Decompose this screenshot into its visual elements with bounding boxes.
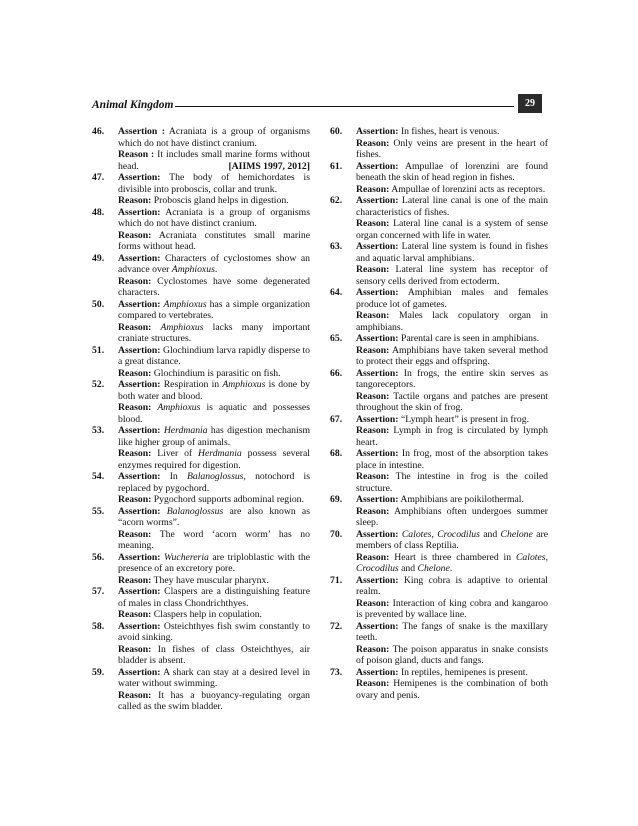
assertion-label: Assertion: (118, 620, 161, 632)
chapter-title: Animal Kingdom (92, 99, 174, 111)
statement-text: are also known as “acorn worms”. (118, 505, 310, 528)
reason-label: Reason: (356, 471, 390, 482)
reason-line (356, 598, 548, 621)
reason-label: Reason: (118, 321, 152, 333)
assertion-label: Assertion: (118, 206, 161, 218)
question-number: 62. (330, 195, 343, 206)
reason-line (356, 552, 548, 575)
question-item (330, 161, 548, 196)
assertion-line (356, 414, 548, 426)
question-number: 67. (330, 413, 343, 425)
assertion-line (118, 506, 310, 529)
reason-label: Reason: (356, 505, 390, 517)
reason-label: Reason: (356, 344, 390, 356)
question-item (330, 287, 548, 333)
statement-text: In frogs, the entire skin serves as tangoreceptors. (356, 367, 548, 390)
statement-text: notochord is replaced by pygochord. (118, 471, 310, 494)
reason-line (118, 322, 310, 345)
question-item (92, 253, 310, 299)
statement-text: possess several enzymes required for digestion. (118, 448, 310, 471)
reason-label: Reason: (356, 183, 390, 195)
reason-line (356, 391, 548, 414)
statement-text: Acraniata constitutes small marine forms without head. (118, 229, 310, 252)
question-item (92, 621, 310, 667)
assertion-label: Assertion: (118, 586, 161, 597)
statement-text: Lateral line canal is a system of sense organ concerned with life in water. (356, 218, 548, 241)
statement-text: Acraniata is a group of organisms which do not have distinct cranium. (118, 126, 310, 149)
statement-text: Amphibians often undergoes summer sleep. (356, 505, 548, 528)
question-number: 55. (92, 505, 105, 517)
reason-label: Reason : (118, 149, 155, 160)
statement-text: In fishes of class Osteichthyes, air bladder is absent. (118, 643, 310, 666)
reason-line (356, 506, 548, 529)
statement-text: , (545, 551, 548, 563)
statement-text: Amphibians are poikilothermal. (398, 494, 524, 505)
page-number: 29 (518, 94, 542, 113)
assertion-label: Assertion: (356, 528, 399, 540)
assertion-label: Assertion: (356, 494, 399, 505)
statement-text: Lateral line system has receptor of sensory cells derived from ectoderm. (356, 264, 548, 287)
species-name: Calotes (401, 528, 432, 540)
statement-text: . (449, 563, 453, 574)
reason-line (356, 425, 548, 448)
statement-text: Parental care is seen in amphibians. (398, 333, 540, 344)
statement-text: Only veins are present in the heart of fishes. (356, 137, 548, 160)
statement-text: Lateral line system is found in fishes and aquatic larval amphibians. (356, 241, 548, 264)
question-number: 63. (330, 241, 343, 252)
assertion-line (356, 241, 548, 264)
question-number: 50. (92, 298, 105, 310)
question-number: 73. (330, 666, 343, 678)
reason-line (356, 310, 548, 333)
assertion-label: Assertion: (356, 666, 399, 678)
question-item (92, 506, 310, 552)
question-item (330, 667, 548, 702)
question-number: 54. (92, 471, 105, 482)
exam-citation: [AIIMS 1997, 2012] (228, 160, 310, 172)
question-number: 56. (92, 551, 105, 563)
reason-label: Reason: (118, 528, 152, 540)
reason-label: Reason: (118, 494, 152, 505)
reason-line (118, 575, 310, 587)
assertion-line (356, 287, 548, 310)
statement-text: has digestion mechanism like higher group of animals. (118, 425, 311, 448)
statement-text: Tactile organs and patches are present throughout the skin of frog. (356, 390, 548, 413)
assertion-label: Assertion: (356, 333, 399, 344)
assertion-label: Assertion: (356, 620, 399, 632)
question-item (92, 126, 310, 172)
reason-line (118, 529, 310, 552)
statement-text: Amphibian males and females produce lot of gametes. (356, 287, 548, 310)
reason-line (118, 690, 310, 713)
question-number: 48. (92, 206, 105, 218)
question-number: 65. (330, 333, 343, 344)
question-item (330, 448, 548, 494)
assertion-label: Assertion: (118, 252, 161, 264)
assertion-line (118, 425, 310, 448)
assertion-label: Assertion: (118, 666, 161, 678)
question-number: 61. (330, 160, 343, 172)
reason-line (356, 678, 548, 701)
species-name: Amphioxus (171, 264, 215, 275)
assertion-label: Assertion: (118, 172, 161, 183)
question-number: 57. (92, 586, 105, 597)
question-item (330, 575, 548, 621)
assertion-line (356, 368, 548, 391)
statement-text: Liver of (151, 448, 198, 459)
reason-label: Reason: (356, 137, 390, 149)
reason-line (118, 368, 310, 380)
statement-text: lacks many important craniate structures. (118, 321, 310, 344)
reason-label: Reason: (356, 310, 390, 321)
question-number: 52. (92, 379, 105, 390)
assertion-line (118, 126, 310, 149)
reason-line (356, 218, 548, 241)
reason-line (356, 264, 548, 287)
reason-label: Reason: (356, 425, 390, 436)
assertion-line (118, 172, 310, 195)
question-item (92, 172, 310, 207)
statement-text: and (398, 563, 418, 574)
assertion-line (118, 586, 310, 609)
species-name: Balanoglossus, (186, 471, 246, 482)
statement-text: are triploblastic with the presence of an excretory pore. (118, 551, 310, 574)
reason-line (118, 494, 310, 506)
reason-line (356, 184, 548, 196)
assertion-label: Assertion: (356, 413, 399, 425)
assertion-line (118, 345, 310, 368)
statement-text: They have muscular pharynx. (151, 574, 269, 586)
statement-text: Lymph in frog is circulated by lymph heart. (356, 425, 548, 448)
species-name: Chelone (500, 528, 533, 540)
reason-label: Reason: (356, 643, 390, 655)
assertion-label: Assertion: (356, 574, 399, 586)
statement-text: is aquatic and possesses blood. (118, 402, 310, 425)
question-number: 66. (330, 367, 343, 379)
assertion-label: Assertion: (356, 160, 399, 172)
reason-line (118, 230, 310, 253)
question-number: 68. (330, 448, 343, 459)
reason-line (118, 402, 310, 425)
reason-label: Reason: (118, 689, 152, 701)
statement-text: and (479, 528, 501, 540)
assertion-line (356, 333, 548, 345)
statement-text: Claspers help in copulation. (151, 609, 262, 620)
question-item (330, 126, 548, 161)
statement-text: In frog, most of the absorption takes place in intestine. (356, 448, 548, 471)
reason-label: Reason: (118, 195, 152, 206)
statement-text: King cobra is adaptive to oriental realm. (356, 574, 548, 597)
question-number: 71. (330, 574, 343, 586)
assertion-line (356, 621, 548, 644)
species-name: Crocodilus (356, 563, 399, 574)
question-number: 51. (92, 344, 105, 356)
assertion-label: Assertion: (118, 471, 161, 482)
question-item (92, 299, 310, 345)
question-item (92, 667, 310, 713)
statement-text: “Lymph heart” is present in frog. (398, 413, 529, 425)
question-item (330, 333, 548, 368)
statement-text: The fangs of snake is the maxillary teeth. (356, 620, 548, 643)
statement-text: Ampullae of lorenzini acts as receptors. (389, 183, 546, 195)
assertion-line (356, 529, 548, 552)
assertion-label: Assertion: (356, 367, 399, 379)
reason-label: Reason: (118, 402, 152, 413)
reason-line (356, 138, 548, 161)
assertion-label: Assertion: (118, 551, 161, 563)
statement-text: Osteichthyes fish swim constantly to avoid sinking. (118, 620, 310, 643)
species-name: Chelone (417, 563, 450, 574)
reason-line (118, 448, 310, 471)
statement-text: Glochindium larva rapidly disperse to a great distance. (118, 344, 310, 367)
statement-text: Interaction of king cobra and kangaroo is prevented by wallace line. (356, 597, 548, 620)
statement-text: . (214, 264, 218, 275)
reason-line (356, 644, 548, 667)
assertion-label: Assertion: (356, 287, 399, 298)
question-item (330, 241, 548, 287)
species-name: Wuchereria (164, 551, 209, 563)
reason-line (118, 195, 310, 207)
species-name: Amphioxus (157, 402, 201, 413)
question-item (330, 368, 548, 414)
question-item (92, 379, 310, 425)
statement-text: Characters of cyclostomes show an advance over (118, 252, 310, 275)
assertion-line (118, 299, 310, 322)
statement-text: It has a buoyancy-regulating organ called as the swim bladder. (118, 689, 310, 712)
species-name: Balanoglossus (166, 505, 224, 517)
reason-label: Reason: (118, 448, 152, 459)
right-column (330, 126, 548, 701)
question-number: 64. (330, 287, 343, 298)
reason-line (118, 609, 310, 621)
reason-line (118, 644, 310, 667)
statement-text: In reptiles, hemipenes is present. (398, 666, 528, 678)
statement-text: In (160, 471, 187, 482)
assertion-label: Assertion: (356, 448, 399, 459)
question-item (92, 345, 310, 380)
reason-label: Reason: (118, 275, 152, 287)
reason-label: Reason: (356, 597, 390, 609)
reason-label: Reason: (356, 678, 390, 689)
assertion-line (356, 448, 548, 471)
question-number: 46. (92, 126, 105, 137)
assertion-line (118, 667, 310, 690)
statement-text: , (431, 528, 438, 540)
species-name: Amphioxus (160, 321, 204, 333)
question-number: 72. (330, 620, 343, 632)
assertion-line (118, 621, 310, 644)
statement-text: Hemipenes is the combination of both ovary and penis. (356, 678, 548, 701)
left-column (92, 126, 310, 713)
species-name: Amphioxus (163, 298, 207, 310)
reason-line (118, 149, 310, 172)
statement-text: Lateral line canal is one of the main characteristics of fishes. (356, 195, 548, 218)
reason-line (118, 276, 310, 299)
question-item (92, 425, 310, 471)
statement-text: The poison apparatus in snake consists of poison gland, ducts and fangs. (356, 643, 548, 666)
question-number: 59. (92, 666, 105, 678)
statement-text: Proboscis gland helps in digestion. (151, 195, 289, 206)
question-item (92, 471, 310, 506)
statement-text: Males lack copulatory organ in amphibians. (356, 310, 548, 333)
question-item (330, 414, 548, 449)
statement-text: Acraniata is a group of organisms which do not have distinct cranium. (118, 206, 310, 229)
statement-text: A shark can stay at a desired level in water without swimming. (118, 666, 310, 689)
assertion-line (356, 494, 548, 506)
reason-label: Reason: (118, 229, 152, 241)
question-number: 69. (330, 494, 343, 505)
reason-label: Reason: (356, 551, 390, 563)
statement-text: It includes small marine forms without head. (118, 149, 310, 172)
species-name: Herdmania (198, 448, 242, 459)
species-name: Calotes (515, 551, 546, 563)
reason-label: Reason: (118, 574, 152, 586)
species-name: Crocodilus (437, 528, 480, 540)
statement-text: Pygochord supports adbominal region. (151, 494, 304, 505)
reason-label: Reason: (118, 643, 152, 655)
question-item (330, 494, 548, 529)
question-item (92, 552, 310, 587)
assertion-line (118, 471, 310, 494)
statement-text: Amphibians have taken several method to protect their eggs and offspring. (356, 344, 548, 367)
assertion-label: Assertion: (356, 241, 399, 252)
assertion-line (118, 207, 310, 230)
statement-text: Respiration in (160, 379, 223, 390)
question-number: 49. (92, 252, 105, 264)
assertion-line (356, 667, 548, 679)
reason-label: Reason: (118, 609, 152, 620)
question-item (330, 529, 548, 575)
statement-text: has a simple organization compared to vertebrates. (118, 298, 310, 321)
assertion-line (356, 575, 548, 598)
assertion-label: Assertion: (356, 126, 399, 137)
assertion-label: Assertion: (356, 195, 399, 206)
assertion-label: Assertion: (118, 298, 161, 310)
statement-text: Claspers are a distinguishing feature of males in class Chondrichthyes. (118, 586, 310, 609)
assertion-line (356, 161, 548, 184)
reason-line (356, 471, 548, 494)
reason-line (356, 345, 548, 368)
question-number: 60. (330, 126, 343, 137)
reason-label: Reason: (356, 218, 390, 229)
header-rule (175, 106, 514, 107)
assertion-label: Assertion: (118, 379, 161, 390)
reason-label: Reason: (356, 390, 390, 402)
statement-text: Glochindium is parasitic on fish. (151, 367, 281, 379)
question-item (330, 621, 548, 667)
statement-text: In fishes, heart is venous. (398, 126, 500, 137)
assertion-label: Assertion: (118, 425, 161, 436)
assertion-label: Assertion: (118, 344, 161, 356)
question-item (92, 586, 310, 621)
assertion-line (118, 253, 310, 276)
question-number: 47. (92, 172, 105, 183)
species-name: Herdmania (163, 425, 208, 436)
statement-text: Cyclostomes have some degenerated characters. (118, 275, 310, 298)
statement-text: The word ‘acorn worm’ has no meaning. (118, 528, 310, 551)
question-number: 53. (92, 425, 105, 436)
question-number: 70. (330, 528, 343, 540)
page-header (92, 97, 542, 117)
assertion-label: Assertion: (118, 505, 161, 517)
statement-text: Ampullae of lorenzini are found beneath the skin of head region in fishes. (356, 160, 548, 183)
question-item (92, 207, 310, 253)
question-number: 58. (92, 620, 105, 632)
statement-text: The intestine in frog is the coiled structure. (356, 471, 548, 494)
statement-text: Heart is three chambered in (389, 551, 516, 563)
assertion-line (118, 379, 310, 402)
reason-label: Reason: (356, 264, 390, 275)
species-name: Amphioxus (222, 379, 266, 390)
question-item (330, 195, 548, 241)
assertion-label: Assertion : (118, 126, 165, 137)
assertion-line (356, 126, 548, 138)
statement-text: The body of hemichordates is divisible into proboscis, collar and trunk. (118, 172, 310, 195)
reason-label: Reason: (118, 367, 152, 379)
statement-text: is done by both water and blood. (118, 379, 311, 402)
statement-text: are members of class Reptilia. (356, 528, 548, 551)
assertion-line (118, 552, 310, 575)
assertion-line (356, 195, 548, 218)
